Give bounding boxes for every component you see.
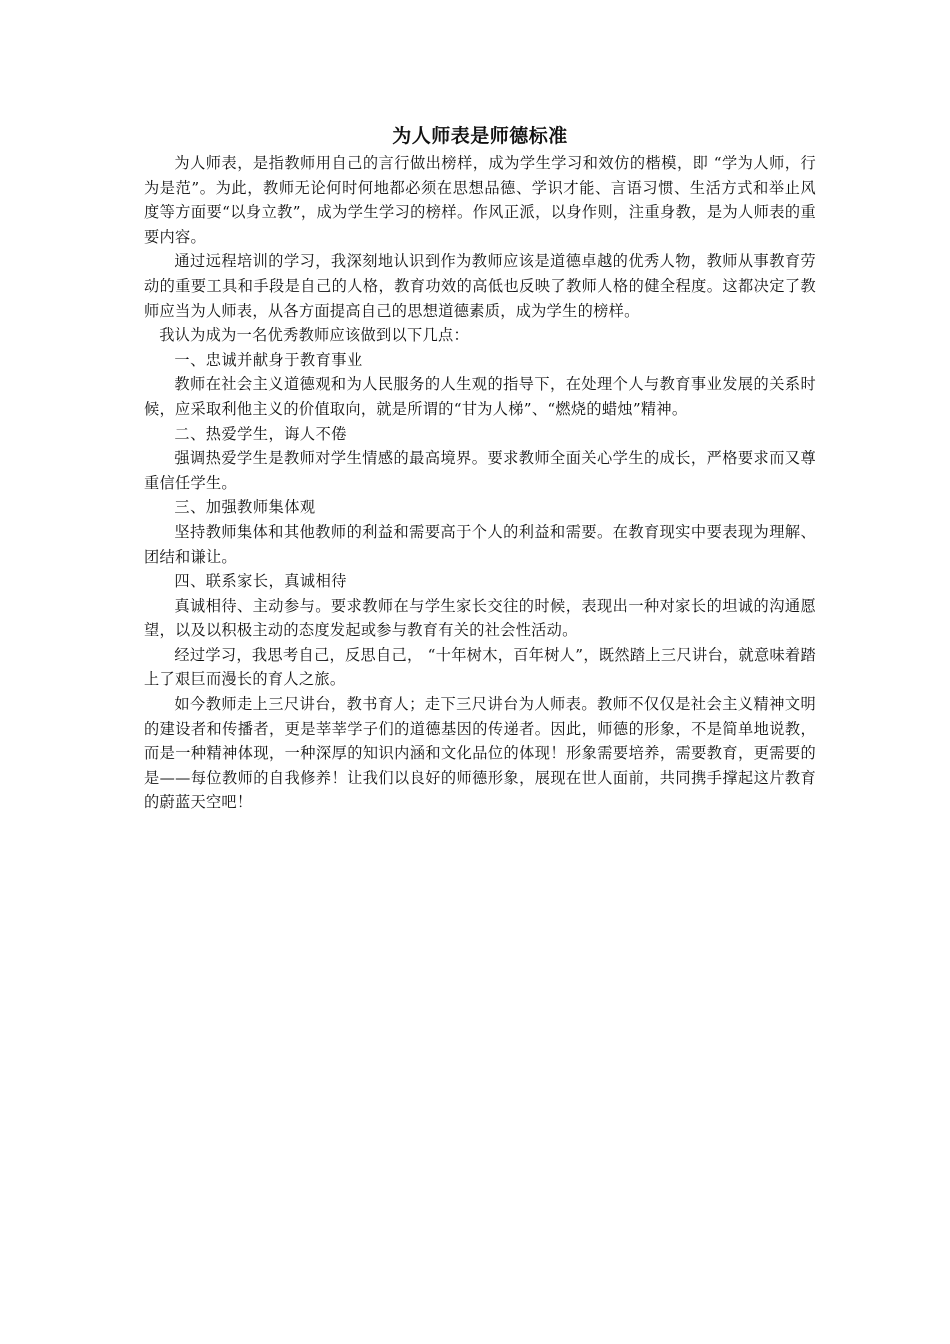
section-heading-4: 四、联系家长，真诚相待 [174,572,347,591]
paragraph-section-2: 强调热爱学生是教师对学生情感的最高境界。要求教师全面关心学生的成长，严格要求而又尊重信任学生。 [144,449,816,492]
paragraph-intro-points: 我认为成为一名优秀教师应该做到以下几点： [159,326,469,345]
document-body [144,122,816,815]
paragraph-conclusion: 如今教师走上三尺讲台，教书育人；走下三尺讲台为人师表。教师不仅仅是社会主义精神文明的建设者和传播者，更是莘莘学子们的道德基因的传递者。因此，师德的形象，不是简单地说教，而是一种精神体现，一种深厚的知识内涵和文化品位的体现！形象需要培养，需要教育，更需要的是——每位教师的自我修养！让我们以良好的师德形象，展现在世人面前，共同携手撑起这片教育的蔚蓝天空吧！ [144,695,816,812]
paragraph-section-1: 教师在社会主义道德观和为人民服务的人生观的指导下，在处理个人与教育事业发展的关系时候，应采取利他主义的价值取向，就是所谓的“甘为人梯”、“燃烧的蜡烛”精神。 [144,375,816,418]
section-heading-1: 一、忠诚并献身于教育事业 [174,350,363,369]
paragraph-definition: 为人师表，是指教师用自己的言行做出榜样，成为学生学习和效仿的楷模，即 “学为人师，行为是范”。为此，教师无论何时何地都必须在思想品德、学识才能、言语习惯、生活方式和举止风度等方面要“以身立教”，成为学生学习的榜样。作风正派，以身作则，注重身教，是为人师表的重要内容。 [144,154,816,246]
paragraph-training: 通过远程培训的学习，我深刻地认识到作为教师应该是道德卓越的优秀人物，教师从事教育劳动的重要工具和手段是自己的人格，教育功效的高低也反映了教师人格的健全程度。这都决定了教师应当为人师表，从各方面提高自己的思想道德素质，成为学生的榜样。 [144,252,816,320]
section-heading-3: 三、加强教师集体观 [174,498,316,517]
paragraph-section-3: 坚持教师集体和其他教师的利益和需要高于个人的利益和需要。在教育现实中要表现为理解、团结和谦让。 [144,522,816,566]
section-heading-2: 二、热爱学生，诲人不倦 [174,424,347,443]
paragraph-reflection: 经过学习，我思考自己，反思自己， “十年树木，百年树人”，既然踏上三尺讲台，就意味着踏上了艰巨而漫长的育人之旅。 [144,645,816,689]
document-title: 为人师表是师德标准 [392,125,568,147]
paragraph-section-4: 真诚相待、主动参与。要求教师在与学生家长交往的时候，表现出一种对家长的坦诚的沟通愿望，以及以积极主动的态度发起或参与教育有关的社会性活动。 [144,596,816,640]
